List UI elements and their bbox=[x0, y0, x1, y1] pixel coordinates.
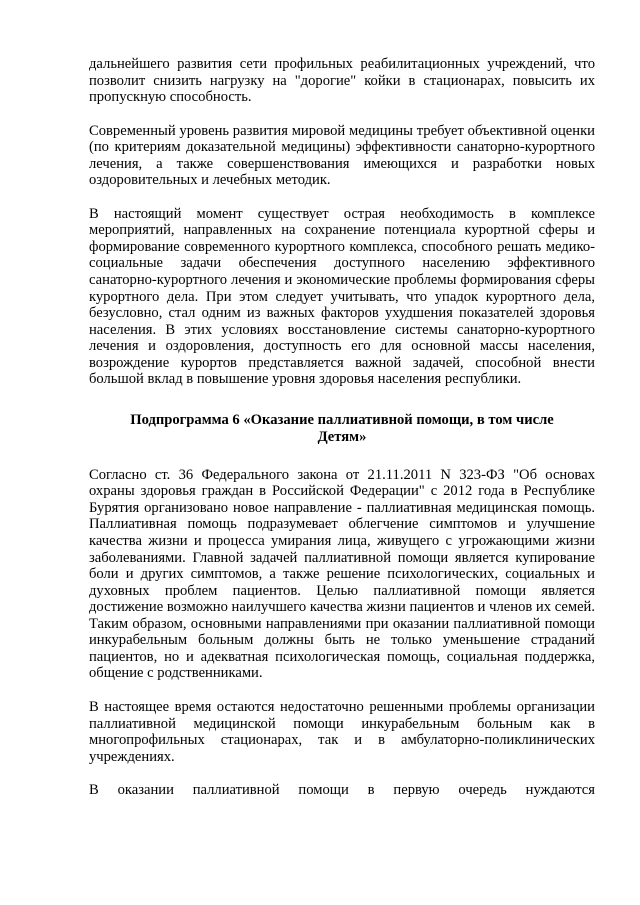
section-heading bbox=[89, 412, 595, 446]
section-heading-line: Подпрограмма 6 «Оказание паллиативной помощи, в том числе bbox=[130, 411, 554, 428]
paragraph: Согласно ст. 36 Федерального закона от 21.11.2011 N 323-ФЗ "Об основах охраны здоровья граждан в Российской Федерации" с 2012 года в Республике Бурятия организовано новое направление - паллиативная медицинская помощь. Паллиативная помощь подразумевает облегчение симптомов и улучшение качества жизни и процесса умирания лица, живущего с угрожающими жизни заболеваниями. Главной задачей паллиативной помощи является купирование боли и других симптомов, а также решение психологических, социальных и духовных проблем пациентов. Целью паллиативной помощи является достижение возможно наилучшего качества жизни пациентов и членов их семей. Таким образом, основными направлениями при оказании паллиативной помощи инкурабельным больным должны быть не только уменьшение страданий пациентов, но и адекватная психологическая помощь, социальная поддержка, общение с родственниками. bbox=[89, 466, 595, 682]
document-page bbox=[89, 56, 595, 799]
section-heading-line: Детям» bbox=[317, 428, 367, 445]
paragraph: В оказании паллиативной помощи в первую очередь нуждаются bbox=[89, 782, 595, 799]
paragraph: Современный уровень развития мировой медицины требует объективной оценки (по критериям доказательной медицины) эффективности санаторно-курортного лечения, а также совершенствования имеющихся и разработки новых оздоровительных и лечебных методик. bbox=[89, 122, 595, 189]
paragraph: дальнейшего развития сети профильных реабилитационных учреждений, что позволит снизить нагрузку на "дорогие" койки в стационарах, повысить их пропускную способность. bbox=[89, 56, 595, 106]
paragraph: В настоящий момент существует острая необходимость в комплексе мероприятий, направленных на сохранение потенциала курортной сферы и формирование современного курортного комплекса, способного решать медико-социальные задачи обеспечения доступного населению эффективного санаторно-курортного лечения и экономические проблемы формирования сферы курортного дела. При этом следует учитывать, что упадок курортного дела, безусловно, стал одним из важных факторов ухудшения показателей здоровья населения. В этих условиях восстановление системы санаторно-курортного лечения и оздоровления, доступность его для основной массы населения, возрождение курортов представляется важной задачей, способной внести большой вклад в повышение уровня здоровья населения республики. bbox=[89, 205, 595, 388]
paragraph: В настоящее время остаются недостаточно решенными проблемы организации паллиативной медицинской помощи инкурабельным больным как в многопрофильных стационарах, так и в амбулаторно-поликлинических учреждениях. bbox=[89, 698, 595, 765]
